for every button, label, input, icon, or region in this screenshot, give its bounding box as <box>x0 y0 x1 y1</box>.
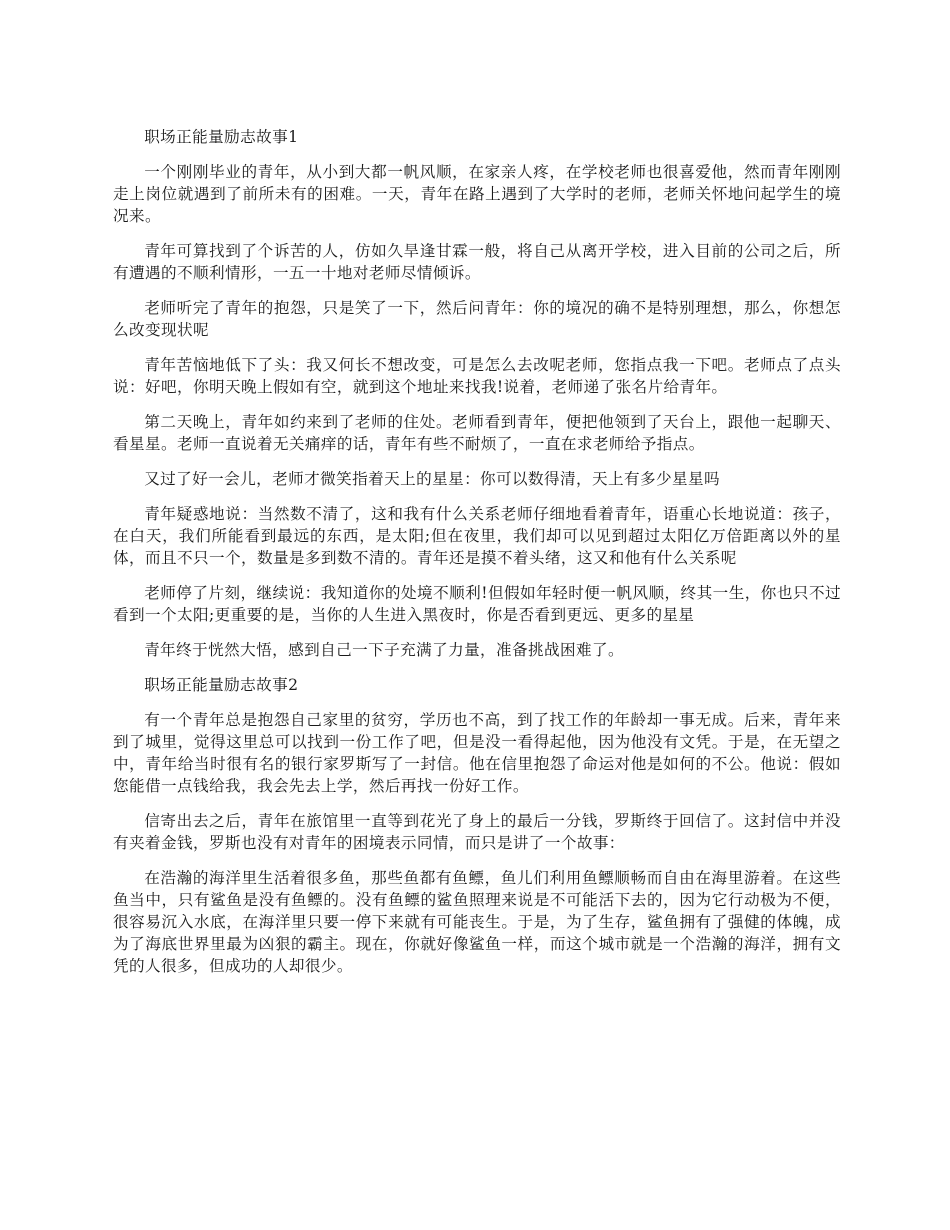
paragraph: 青年可算找到了个诉苦的人，仿如久旱逢甘霖一般，将自己从离开学校，进入目前的公司之后，所有遭遇的不顺利情形，一五一十地对老师尽情倾诉。 <box>113 242 841 282</box>
paragraph: 青年终于恍然大悟，感到自己一下子充满了力量，准备挑战困难了。 <box>144 641 625 659</box>
story-2-heading: 职场正能量励志故事2 <box>144 676 299 694</box>
paragraph: 有一个青年总是抱怨自己家里的贫穷，学历也不高，到了找工作的年龄却一事无成。后来，青年来到了城里，觉得这里总可以找到一份工作了吧，但是没一看得起他，因为他没有文凭。于是，在无望之中，青年给当时很有名的银行家罗斯写了一封信。他在信里抱怨了命运对他是如何的不公。他说：假如您能借一点钱给我，我会先去上学，然后再找一份好工作。 <box>113 711 841 795</box>
paragraph: 青年疑惑地说：当然数不清了，这和我有什么关系老师仔细地看着青年，语重心长地说道：孩子，在白天，我们所能看到最远的东西，是太阳;但在夜里，我们却可以见到超过太阳亿万倍距离以外的星体，而且不只一个，数量是多到数不清的。青年还是摸不着头绪，这又和他有什么关系呢 <box>113 505 841 567</box>
story-1-heading: 职场正能量励志故事1 <box>144 128 299 146</box>
paragraph: 老师听完了青年的抱怨，只是笑了一下，然后问青年：你的境况的确不是特别理想，那么，你想怎么改变现状呢 <box>113 299 841 339</box>
paragraph: 在浩瀚的海洋里生活着很多鱼，那些鱼都有鱼鳔，鱼儿们利用鱼鳔顺畅而自由在海里游着。在这些鱼当中，只有鲨鱼是没有鱼鳔的。没有鱼鳔的鲨鱼照理来说是不可能活下去的，因为它行动极为不便，很容易沉入水底，在海洋里只要一停下来就有可能丧生。于是，为了生存，鲨鱼拥有了强健的体魄，成为了海底世界里最为凶狠的霸主。现在，你就好像鲨鱼一样，而这个城市就是一个浩瀚的海洋，拥有文凭的人很多，但成功的人却很少。 <box>113 869 841 975</box>
paragraph: 老师停了片刻，继续说：我知道你的处境不顺利!但假如年轻时便一帆风顺，终其一生，你也只不过看到一个太阳;更重要的是，当你的人生进入黑夜时，你是否看到更远、更多的星星 <box>113 584 841 624</box>
paragraph: 又过了好一会儿，老师才微笑指着天上的星星：你可以数得清，天上有多少星星吗 <box>144 470 720 488</box>
paragraph: 信寄出去之后，青年在旅馆里一直等到花光了身上的最后一分钱，罗斯终于回信了。这封信中并没有夹着金钱，罗斯也没有对青年的困境表示同情，而只是讲了一个故事： <box>113 812 841 852</box>
paragraph: 一个刚刚毕业的青年，从小到大都一帆风顺，在家亲人疼，在学校老师也很喜爱他，然而青年刚刚走上岗位就遇到了前所未有的困难。一天，青年在路上遇到了大学时的老师，老师关怀地问起学生的境况来。 <box>113 163 841 225</box>
paragraph: 青年苦恼地低下了头：我又何长不想改变，可是怎么去改呢老师，您指点我一下吧。老师点了点头说：好吧，你明天晚上假如有空，就到这个地址来找我!说着，老师递了张名片给青年。 <box>113 356 841 396</box>
document-body <box>113 126 841 990</box>
paragraph: 第二天晚上，青年如约来到了老师的住处。老师看到青年，便把他领到了天台上，跟他一起聊天、看星星。老师一直说着无关痛痒的话，青年有些不耐烦了，一直在求老师给予指点。 <box>113 413 841 453</box>
